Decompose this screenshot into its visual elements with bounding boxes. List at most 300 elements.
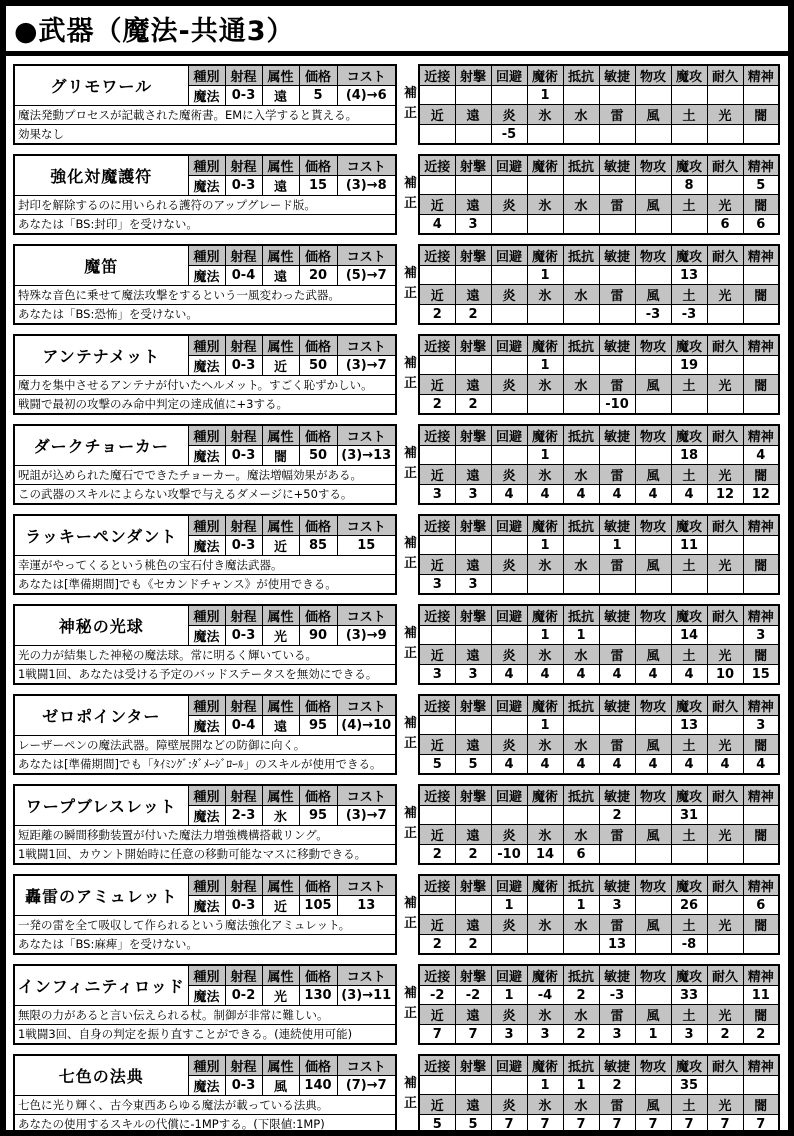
modifier-label — [403, 84, 418, 145]
info-value-attribute: 闇 — [262, 446, 299, 466]
element-header-cell: 水 — [563, 1005, 599, 1025]
stat-header-cell: 射撃 — [455, 425, 491, 446]
stat-header-cell: 物攻 — [635, 155, 671, 176]
info-value-cost: (7)→7 — [337, 1076, 396, 1096]
element-value-cell: 2 — [455, 305, 491, 325]
element-value-cell — [707, 935, 743, 955]
stat-header-cell: 魔術 — [527, 65, 563, 86]
weapon-description-2: 効果なし — [14, 125, 396, 145]
info-header-range: 射程 — [225, 335, 262, 356]
weapon-entry — [13, 424, 781, 505]
element-header-cell: 土 — [671, 465, 707, 485]
stat-value-row — [419, 806, 779, 825]
element-header-cell: 炎 — [491, 285, 527, 305]
stat-header-cell: 精神 — [743, 65, 779, 86]
element-header-cell: 雷 — [599, 915, 635, 935]
stat-value-cell — [707, 176, 743, 195]
stat-header-cell: 近接 — [419, 515, 455, 536]
element-header-cell: 水 — [563, 735, 599, 755]
stat-value-cell — [707, 896, 743, 915]
element-value-cell — [599, 215, 635, 235]
stat-value-cell — [563, 356, 599, 375]
info-header-price: 価格 — [299, 1055, 337, 1076]
element-header-cell: 風 — [635, 825, 671, 845]
weapon-name: ダークチョーカー — [14, 425, 188, 466]
stat-value-row — [419, 536, 779, 555]
info-value-attribute: 近 — [262, 896, 299, 916]
element-value-cell: 4 — [491, 665, 527, 685]
stat-header-row — [419, 335, 779, 356]
stat-value-cell: 26 — [671, 896, 707, 915]
stat-header-cell: 射撃 — [455, 965, 491, 986]
element-header-cell: 氷 — [527, 555, 563, 575]
stat-header-cell: 射撃 — [455, 245, 491, 266]
info-header-type: 種別 — [188, 245, 225, 266]
weapon-name: ラッキーペンダント — [14, 515, 188, 556]
element-value-cell — [635, 845, 671, 865]
weapon-info-table — [13, 244, 397, 325]
stat-table — [418, 874, 780, 955]
stat-value-cell: 35 — [671, 1076, 707, 1095]
element-header-cell: 近 — [419, 1095, 455, 1115]
element-header-cell: 遠 — [455, 645, 491, 665]
stat-value-cell — [707, 356, 743, 375]
info-value-type: 魔法 — [188, 716, 225, 736]
stat-header-cell: 抵抗 — [563, 245, 599, 266]
modifier-label-top: 補 — [403, 896, 417, 911]
stat-header-cell: 物攻 — [635, 875, 671, 896]
element-value-cell: 3 — [455, 485, 491, 505]
element-value-cell — [491, 575, 527, 595]
stat-header-cell: 射撃 — [455, 605, 491, 626]
modifier-label — [403, 714, 418, 775]
element-header-cell: 氷 — [527, 1005, 563, 1025]
stat-header-cell: 敏捷 — [599, 515, 635, 536]
weapon-info-table — [13, 694, 397, 775]
info-header-cost: コスト — [337, 785, 396, 806]
element-header-cell: 光 — [707, 915, 743, 935]
stat-value-cell — [491, 1076, 527, 1095]
stat-header-cell: 精神 — [743, 875, 779, 896]
element-header-row — [419, 825, 779, 845]
weapon-entry — [13, 1054, 781, 1135]
element-header-cell: 氷 — [527, 195, 563, 215]
element-value-cell: 4 — [671, 755, 707, 775]
stat-header-cell: 精神 — [743, 605, 779, 626]
weapon-description-2: あなたは[準備期間]でも《セカンドチャンス》が使用できる。 — [14, 575, 396, 595]
weapon-info-table — [13, 514, 397, 595]
stat-value-cell — [491, 626, 527, 645]
info-header-range: 射程 — [225, 785, 262, 806]
stat-value-cell: 1 — [563, 1076, 599, 1095]
info-header-range: 射程 — [225, 245, 262, 266]
stat-header-cell: 魔攻 — [671, 245, 707, 266]
stat-value-cell: 5 — [743, 176, 779, 195]
element-header-row — [419, 195, 779, 215]
stat-header-cell: 魔術 — [527, 695, 563, 716]
info-header-attribute: 属性 — [262, 65, 299, 86]
element-header-cell: 水 — [563, 645, 599, 665]
element-header-cell: 光 — [707, 1005, 743, 1025]
element-value-cell: 5 — [455, 755, 491, 775]
element-header-row — [419, 735, 779, 755]
stat-table — [418, 964, 780, 1045]
element-header-cell: 土 — [671, 915, 707, 935]
element-header-cell: 近 — [419, 375, 455, 395]
info-value-range: 2-3 — [225, 806, 262, 826]
element-value-cell — [671, 395, 707, 415]
info-value-attribute: 氷 — [262, 806, 299, 826]
stat-value-cell — [563, 536, 599, 555]
stat-header-cell: 近接 — [419, 155, 455, 176]
element-value-cell: 4 — [671, 485, 707, 505]
element-header-cell: 風 — [635, 105, 671, 125]
weapon-description-2: あなたは[準備期間]でも「ﾀｲﾐﾝｸﾞ:ﾀﾞﾒｰｼﾞﾛｰﾙ」のスキルが使用できる。 — [14, 755, 396, 775]
info-value-range: 0-3 — [225, 356, 262, 376]
element-value-cell: 4 — [527, 665, 563, 685]
info-value-cost: (4)→10 — [337, 716, 396, 736]
element-value-row — [419, 305, 779, 325]
info-value-range: 0-3 — [225, 446, 262, 466]
element-header-cell: 近 — [419, 735, 455, 755]
element-header-cell: 土 — [671, 555, 707, 575]
stat-header-cell: 物攻 — [635, 425, 671, 446]
stat-value-cell — [671, 86, 707, 105]
stat-header-cell: 魔攻 — [671, 425, 707, 446]
stat-table — [418, 1054, 780, 1135]
element-header-cell: 風 — [635, 645, 671, 665]
stat-value-cell — [455, 626, 491, 645]
element-header-cell: 雷 — [599, 105, 635, 125]
stat-header-cell: 耐久 — [707, 335, 743, 356]
element-value-cell: 6 — [563, 845, 599, 865]
element-header-cell: 光 — [707, 195, 743, 215]
element-value-cell — [671, 125, 707, 145]
info-value-attribute: 近 — [262, 356, 299, 376]
stat-value-cell — [635, 176, 671, 195]
weapon-info-table — [13, 154, 397, 235]
stat-header-cell: 射撃 — [455, 785, 491, 806]
info-value-cost: 13 — [337, 896, 396, 916]
weapon-description-2: あなたは「BS:恐怖」を受けない。 — [14, 305, 396, 325]
stat-header-cell: 敏捷 — [599, 335, 635, 356]
stat-value-cell — [527, 896, 563, 915]
stat-block — [403, 514, 780, 595]
info-header-cost: コスト — [337, 1055, 396, 1076]
info-value-price: 95 — [299, 716, 337, 736]
element-value-cell — [527, 575, 563, 595]
element-value-cell — [635, 215, 671, 235]
element-value-cell: 2 — [707, 1025, 743, 1045]
element-header-row — [419, 105, 779, 125]
stat-header-cell: 敏捷 — [599, 425, 635, 446]
modifier-label-top: 補 — [403, 536, 417, 551]
info-header-type: 種別 — [188, 425, 225, 446]
stat-header-cell: 抵抗 — [563, 695, 599, 716]
stat-value-cell — [599, 716, 635, 735]
element-header-cell: 雷 — [599, 825, 635, 845]
info-header-cost: コスト — [337, 245, 396, 266]
weapon-description-1: 光の力が結集した神秘の魔法球。常に明るく輝いている。 — [14, 646, 396, 665]
stat-value-cell — [455, 536, 491, 555]
element-value-row — [419, 845, 779, 865]
info-value-price: 50 — [299, 356, 337, 376]
element-value-cell — [707, 125, 743, 145]
element-value-cell — [563, 395, 599, 415]
stat-header-cell: 近接 — [419, 875, 455, 896]
info-value-type: 魔法 — [188, 536, 225, 556]
info-header-attribute: 属性 — [262, 155, 299, 176]
element-value-cell — [527, 125, 563, 145]
weapon-entry — [13, 64, 781, 145]
element-header-cell: 風 — [635, 375, 671, 395]
element-value-cell: 4 — [527, 485, 563, 505]
stat-header-cell: 回避 — [491, 785, 527, 806]
stat-header-row — [419, 245, 779, 266]
modifier-label — [403, 354, 418, 415]
element-header-cell: 光 — [707, 465, 743, 485]
element-value-cell: 14 — [527, 845, 563, 865]
stat-value-cell — [455, 446, 491, 465]
stat-header-cell: 回避 — [491, 875, 527, 896]
modifier-label — [403, 534, 418, 595]
stat-header-cell: 抵抗 — [563, 65, 599, 86]
element-header-cell: 土 — [671, 195, 707, 215]
stat-header-cell: 抵抗 — [563, 785, 599, 806]
weapon-entry — [13, 244, 781, 325]
element-value-cell: 2 — [419, 305, 455, 325]
stat-header-cell: 回避 — [491, 245, 527, 266]
stat-table — [418, 424, 780, 505]
element-header-cell: 水 — [563, 105, 599, 125]
info-header-range: 射程 — [225, 695, 262, 716]
element-header-cell: 闇 — [743, 285, 779, 305]
stat-value-cell — [563, 446, 599, 465]
info-value-cost: (3)→11 — [337, 986, 396, 1006]
info-header-range: 射程 — [225, 875, 262, 896]
element-header-cell: 炎 — [491, 825, 527, 845]
stat-header-cell: 物攻 — [635, 335, 671, 356]
stat-table — [418, 694, 780, 775]
element-value-cell — [527, 305, 563, 325]
modifier-label-top: 補 — [403, 716, 417, 731]
element-header-cell: 闇 — [743, 645, 779, 665]
stat-value-row — [419, 986, 779, 1005]
info-value-range: 0-3 — [225, 626, 262, 646]
stat-value-cell — [563, 266, 599, 285]
stat-value-cell: 1 — [527, 626, 563, 645]
info-value-price: 5 — [299, 86, 337, 106]
stat-header-cell: 射撃 — [455, 515, 491, 536]
stat-block — [403, 604, 780, 685]
modifier-label-top: 補 — [403, 986, 417, 1001]
stat-header-cell: 精神 — [743, 965, 779, 986]
element-value-cell: 2 — [455, 845, 491, 865]
stat-header-cell: 敏捷 — [599, 605, 635, 626]
element-value-cell — [455, 125, 491, 145]
element-header-cell: 闇 — [743, 195, 779, 215]
element-header-cell: 遠 — [455, 195, 491, 215]
title-bar — [6, 6, 788, 56]
stat-value-cell — [491, 716, 527, 735]
stat-value-cell: 13 — [671, 716, 707, 735]
weapon-description-2: あなたは「BS:麻痺」を受けない。 — [14, 935, 396, 955]
element-value-cell: 3 — [419, 665, 455, 685]
element-value-cell — [563, 125, 599, 145]
weapon-entry — [13, 514, 781, 595]
element-header-cell: 水 — [563, 285, 599, 305]
stat-header-cell: 回避 — [491, 965, 527, 986]
stat-header-cell: 敏捷 — [599, 695, 635, 716]
info-header-type: 種別 — [188, 875, 225, 896]
stat-header-cell: 射撃 — [455, 155, 491, 176]
weapon-description-2: 戦闘で最初の攻撃のみ命中判定の達成値に+3する。 — [14, 395, 396, 415]
modifier-label-bottom: 正 — [403, 196, 417, 211]
element-header-cell: 風 — [635, 555, 671, 575]
stat-header-cell: 耐久 — [707, 245, 743, 266]
stat-value-cell — [527, 806, 563, 825]
info-header-attribute: 属性 — [262, 335, 299, 356]
info-header-cost: コスト — [337, 515, 396, 536]
info-header-cost: コスト — [337, 875, 396, 896]
weapon-description-1: 短距離の瞬間移動装置が付いた魔法力増強機構搭載リング。 — [14, 826, 396, 845]
stat-header-cell: 精神 — [743, 695, 779, 716]
modifier-label-top: 補 — [403, 356, 417, 371]
weapon-info-table — [13, 1054, 397, 1135]
element-header-row — [419, 645, 779, 665]
element-header-cell: 炎 — [491, 735, 527, 755]
element-value-cell: 4 — [563, 485, 599, 505]
stat-value-cell: 33 — [671, 986, 707, 1005]
weapon-name: ゼロポインター — [14, 695, 188, 736]
info-header-range: 射程 — [225, 65, 262, 86]
element-header-cell: 近 — [419, 825, 455, 845]
modifier-label-top: 補 — [403, 446, 417, 461]
info-value-attribute: 光 — [262, 626, 299, 646]
element-header-cell: 土 — [671, 825, 707, 845]
stat-value-cell: 3 — [599, 896, 635, 915]
info-value-attribute: 近 — [262, 536, 299, 556]
stat-header-cell: 魔術 — [527, 785, 563, 806]
element-header-cell: 光 — [707, 735, 743, 755]
element-header-cell: 土 — [671, 735, 707, 755]
element-header-cell: 闇 — [743, 915, 779, 935]
element-value-cell — [671, 845, 707, 865]
element-value-row — [419, 935, 779, 955]
stat-header-cell: 近接 — [419, 245, 455, 266]
info-value-type: 魔法 — [188, 986, 225, 1006]
element-value-cell: 4 — [635, 755, 671, 775]
weapon-description-1: 魔力を集中させるアンテナが付いたヘルメット。すごく恥ずかしい。 — [14, 376, 396, 395]
stat-value-cell — [419, 806, 455, 825]
info-header-range: 射程 — [225, 515, 262, 536]
stat-header-cell: 抵抗 — [563, 875, 599, 896]
stat-value-cell — [419, 176, 455, 195]
element-value-cell: 4 — [743, 755, 779, 775]
element-header-cell: 土 — [671, 285, 707, 305]
stat-header-cell: 魔攻 — [671, 155, 707, 176]
info-value-range: 0-2 — [225, 986, 262, 1006]
stat-header-cell: 敏捷 — [599, 965, 635, 986]
info-header-cost: コスト — [337, 695, 396, 716]
modifier-label-bottom: 正 — [403, 556, 417, 571]
info-value-attribute: 遠 — [262, 86, 299, 106]
stat-value-cell — [743, 86, 779, 105]
stat-header-cell: 耐久 — [707, 65, 743, 86]
stat-table — [418, 154, 780, 235]
element-header-cell: 遠 — [455, 915, 491, 935]
stat-header-cell: 近接 — [419, 605, 455, 626]
stat-value-cell — [635, 536, 671, 555]
stat-value-cell — [635, 626, 671, 645]
element-value-cell: 2 — [563, 1025, 599, 1045]
stat-block — [403, 154, 780, 235]
element-header-row — [419, 1095, 779, 1115]
weapon-description-1: 魔法発動プロセスが記載された魔術書。EMに入学すると貰える。 — [14, 106, 396, 125]
stat-header-cell: 抵抗 — [563, 965, 599, 986]
stat-value-cell — [635, 986, 671, 1005]
modifier-label — [403, 174, 418, 235]
info-header-type: 種別 — [188, 155, 225, 176]
stat-header-row — [419, 425, 779, 446]
info-value-cost: (3)→13 — [337, 446, 396, 466]
stat-header-cell: 魔術 — [527, 605, 563, 626]
stat-value-cell: 2 — [599, 1076, 635, 1095]
element-header-cell: 氷 — [527, 465, 563, 485]
element-header-cell: 風 — [635, 285, 671, 305]
stat-header-cell: 回避 — [491, 335, 527, 356]
element-value-cell — [563, 575, 599, 595]
stat-header-cell: 魔攻 — [671, 65, 707, 86]
stat-value-cell — [635, 86, 671, 105]
element-header-cell: 雷 — [599, 735, 635, 755]
element-value-cell — [599, 575, 635, 595]
info-value-price: 90 — [299, 626, 337, 646]
element-header-cell: 水 — [563, 465, 599, 485]
stat-value-cell — [635, 716, 671, 735]
element-value-cell: 4 — [635, 665, 671, 685]
modifier-label-bottom: 正 — [403, 736, 417, 751]
element-value-cell: 2 — [419, 935, 455, 955]
stat-block — [403, 64, 780, 145]
info-header-attribute: 属性 — [262, 515, 299, 536]
info-header-price: 価格 — [299, 155, 337, 176]
stat-header-cell: 物攻 — [635, 965, 671, 986]
stat-table — [418, 64, 780, 145]
info-header-price: 価格 — [299, 65, 337, 86]
element-value-cell: -3 — [635, 305, 671, 325]
stat-header-cell: 射撃 — [455, 875, 491, 896]
stat-header-cell: 物攻 — [635, 245, 671, 266]
weapon-name: 神秘の光球 — [14, 605, 188, 646]
element-header-cell: 土 — [671, 105, 707, 125]
stat-value-cell — [743, 356, 779, 375]
element-header-cell: 闇 — [743, 1095, 779, 1115]
stat-header-cell: 精神 — [743, 785, 779, 806]
info-header-type: 種別 — [188, 965, 225, 986]
element-header-cell: 炎 — [491, 555, 527, 575]
stat-value-row — [419, 626, 779, 645]
info-value-cost: (3)→9 — [337, 626, 396, 646]
info-header-cost: コスト — [337, 65, 396, 86]
weapon-description-2: あなたの使用するスキルの代償に-1MPする。(下限値:1MP) — [14, 1115, 396, 1135]
element-header-row — [419, 375, 779, 395]
info-header-attribute: 属性 — [262, 965, 299, 986]
weapon-name: グリモワール — [14, 65, 188, 106]
stat-table — [418, 334, 780, 415]
weapon-description-1: 幸運がやってくるという桃色の宝石付き魔法武器。 — [14, 556, 396, 575]
modifier-label — [403, 264, 418, 325]
